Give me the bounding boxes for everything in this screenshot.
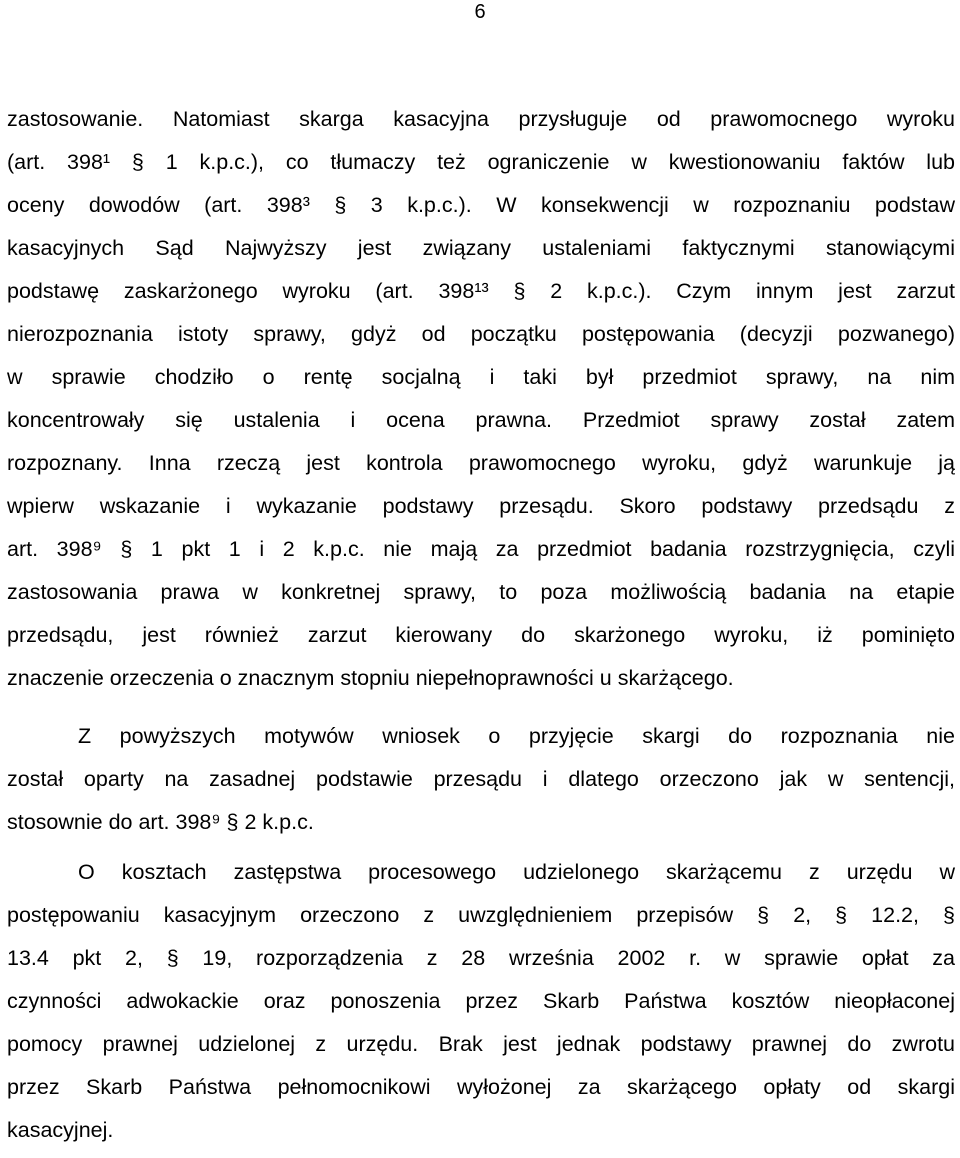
- text-line: stosownie do art. 398⁹ § 2 k.p.c.: [7, 810, 314, 834]
- text-line: O kosztach zastępstwa procesowego udzielonego skarżącemu z urzędu w: [78, 860, 955, 884]
- text-line: art. 398⁹ § 1 pkt 1 i 2 k.p.c. nie mają za przedmiot badania rozstrzygnięcia, czyli: [7, 537, 955, 561]
- page-number: 6: [474, 1, 486, 23]
- text-line: przez Skarb Państwa pełnomocnikowi wyłożonej za skarżącego opłaty od skargi: [7, 1075, 955, 1099]
- text-line: 13.4 pkt 2, § 19, rozporządzenia z 28 września 2002 r. w sprawie opłat za: [7, 946, 955, 970]
- text-line: przedsądu, jest również zarzut kierowany do skarżonego wyroku, iż pominięto: [7, 623, 955, 647]
- text-line: zastosowania prawa w konkretnej sprawy, to poza możliwością badania na etapie: [7, 580, 955, 604]
- text-line: nierozpoznania istoty sprawy, gdyż od początku postępowania (decyzji pozwanego): [7, 322, 955, 346]
- text-line: zastosowanie. Natomiast skarga kasacyjna przysługuje od prawomocnego wyroku: [7, 107, 955, 131]
- text-line: (art. 398¹ § 1 k.p.c.), co tłumaczy też ograniczenie w kwestionowaniu faktów lub: [7, 150, 955, 174]
- text-line: rozpoznany. Inna rzeczą jest kontrola prawomocnego wyroku, gdyż warunkuje ją: [7, 451, 955, 475]
- text-line: wpierw wskazanie i wykazanie podstawy przesądu. Skoro podstawy przedsądu z: [7, 494, 955, 518]
- text-line: znaczenie orzeczenia o znacznym stopniu niepełnoprawności u skarżącego.: [7, 666, 734, 690]
- text-line: w sprawie chodziło o rentę socjalną i taki był przedmiot sprawy, na nim: [7, 365, 955, 389]
- text-line: czynności adwokackie oraz ponoszenia przez Skarb Państwa kosztów nieopłaconej: [7, 989, 955, 1013]
- text-line: koncentrowały się ustalenia i ocena prawna. Przedmiot sprawy został zatem: [7, 408, 955, 432]
- text-line: postępowaniu kasacyjnym orzeczono z uwzględnieniem przepisów § 2, § 12.2, §: [7, 903, 955, 927]
- text-line: oceny dowodów (art. 398³ § 3 k.p.c.). W konsekwencji w rozpoznaniu podstaw: [7, 193, 955, 217]
- text-line: pomocy prawnej udzielonej z urzędu. Brak jest jednak podstawy prawnej do zwrotu: [7, 1032, 955, 1056]
- text-line: został oparty na zasadnej podstawie przesądu i dlatego orzeczono jak w sentencji,: [7, 767, 955, 791]
- text-line: kasacyjnych Sąd Najwyższy jest związany ustaleniami faktycznymi stanowiącymi: [7, 236, 955, 260]
- text-line: kasacyjnej.: [7, 1118, 114, 1142]
- text-line: podstawę zaskarżonego wyroku (art. 398¹³ § 2 k.p.c.). Czym innym jest zarzut: [7, 279, 955, 303]
- text-line: Z powyższych motywów wniosek o przyjęcie skargi do rozpoznania nie: [78, 724, 955, 748]
